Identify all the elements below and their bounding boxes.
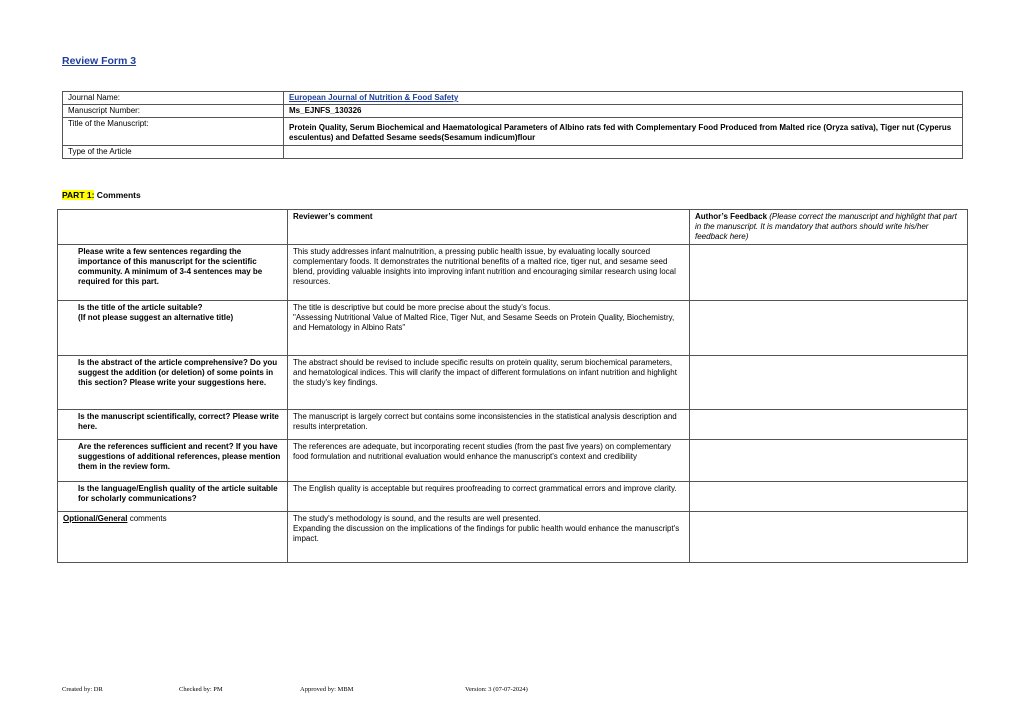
reviewer-comment-language[interactable]: The English quality is acceptable but requires proofreading to correct grammatical errors and improve clarity. xyxy=(288,482,690,512)
manuscript-title-value xyxy=(284,118,963,146)
manuscript-title-row xyxy=(63,118,963,146)
reviewer-comment-importance[interactable]: This study addresses infant malnutrition, a pressing public health issue, by evaluating locally sourced complementary foods. It demonstrates the nutritional benefits of a malted rice, tiger nut, and sesame seed blend, providing valuable insights into improving infant nutrition and encouraging similar research using local resources. xyxy=(288,245,690,301)
manuscript-number-label: Manuscript Number: xyxy=(63,105,284,118)
reviewer-comment-abstract[interactable]: The abstract should be revised to include specific results on protein quality, serum biochemical parameters, and hematological indices. This will clarify the impact of different formulations on infant nutrition and highlight the study's key findings. xyxy=(288,356,690,410)
author-feedback-scientific[interactable] xyxy=(690,410,968,440)
article-type-row xyxy=(63,146,963,159)
author-feedback-abstract[interactable] xyxy=(690,356,968,410)
question-abstract: Is the abstract of the article comprehensive? Do you suggest the addition (or deletion) of some points in this section? Please write your suggestions here. xyxy=(58,356,288,410)
comment-row xyxy=(58,356,968,410)
manuscript-info-table xyxy=(62,91,963,159)
reviewer-comment-title[interactable]: The title is descriptive but could be more precise about the study’s focus. "Assessing Nutritional Value of Malted Rice, Tiger Nut, and Sesame Seeds on Protein Quality, Biochemistry, and Hematology in Albino Rats" xyxy=(288,301,690,356)
reviewer-comment-optional[interactable]: The study's methodology is sound, and the results are well presented. Expanding the discussion on the implications of the findings for public health would enhance the manuscript's impact. xyxy=(288,512,690,563)
optional-comments-row xyxy=(58,512,968,563)
journal-label: Journal Name: xyxy=(63,92,284,105)
comment-row xyxy=(58,245,968,301)
footer-approved-by: Approved by: MBM xyxy=(300,686,354,693)
manuscript-title-label: Title of the Manuscript: xyxy=(63,118,284,146)
comment-row xyxy=(58,410,968,440)
article-type-value[interactable] xyxy=(284,146,963,159)
question-scientific: Is the manuscript scientifically, correct? Please write here. xyxy=(58,410,288,440)
question-references: Are the references sufficient and recent? If you have suggestions of additional references, please mention them in the review form. xyxy=(58,440,288,482)
journal-value xyxy=(284,92,963,105)
header-reviewer-comment: Reviewer’s comment xyxy=(288,210,690,245)
question-language: Is the language/English quality of the article suitable for scholarly communications? xyxy=(58,482,288,512)
part1-heading xyxy=(62,190,141,200)
comment-row xyxy=(58,301,968,356)
reviewer-comment-scientific[interactable]: The manuscript is largely correct but contains some inconsistencies in the statistical analysis description and results interpretation. xyxy=(288,410,690,440)
footer-checked-by: Checked by: PM xyxy=(179,686,223,693)
author-feedback-importance[interactable] xyxy=(690,245,968,301)
comments-table xyxy=(57,209,968,563)
manuscript-title-text: Protein Quality, Serum Biochemical and Haematological Parameters of Albino rats fed with Complementary Food Produced from Malted rice (Oryza sativa), Tiger nut (Cyperus esculentus) and Defatted Sesame seeds(Sesamum indicum)flour xyxy=(289,123,952,142)
optional-comments-label xyxy=(58,512,288,563)
header-blank xyxy=(58,210,288,245)
author-feedback-language[interactable] xyxy=(690,482,968,512)
form-title: Review Form 3 xyxy=(62,55,137,67)
reviewer-comment-references[interactable]: The references are adequate, but incorporating recent studies (from the past five years) on complementary food formulation and nutritional evaluation would enhance the manuscript's context and credibility xyxy=(288,440,690,482)
part1-heading-prefix: PART 1: xyxy=(62,190,95,200)
footer-created-by: Created by: DR xyxy=(62,686,103,693)
question-title: Is the title of the article suitable? (If not please suggest an alternative title) xyxy=(58,301,288,356)
author-feedback-references[interactable] xyxy=(690,440,968,482)
author-feedback-title-cell[interactable] xyxy=(690,301,968,356)
author-feedback-title: Author’s Feedback xyxy=(695,212,768,221)
optional-label-rest: comments xyxy=(127,514,167,523)
footer-version: Version: 3 (07-07-2024) xyxy=(465,686,528,693)
optional-label-bold: Optional/General xyxy=(63,514,128,523)
comment-row xyxy=(58,440,968,482)
author-feedback-note: (Please correct the manuscript and highlight that part in the manuscript. It is mandatory that authors should write his/her feedback here) xyxy=(695,212,957,241)
comment-row xyxy=(58,482,968,512)
header-author-feedback xyxy=(690,210,968,245)
journal-link[interactable]: European Journal of Nutrition & Food Safety xyxy=(289,93,459,102)
author-feedback-optional[interactable] xyxy=(690,512,968,563)
question-importance: Please write a few sentences regarding the importance of this manuscript for the scientific community. A minimum of 3-4 sentences may be required for this part. xyxy=(58,245,288,301)
part1-heading-suffix: Comments xyxy=(94,190,141,200)
manuscript-number-value: Ms_EJNFS_130326 xyxy=(284,105,963,118)
manuscript-number-row xyxy=(63,105,963,118)
article-type-label: Type of the Article xyxy=(63,146,284,159)
comments-header-row xyxy=(58,210,968,245)
journal-row xyxy=(63,92,963,105)
